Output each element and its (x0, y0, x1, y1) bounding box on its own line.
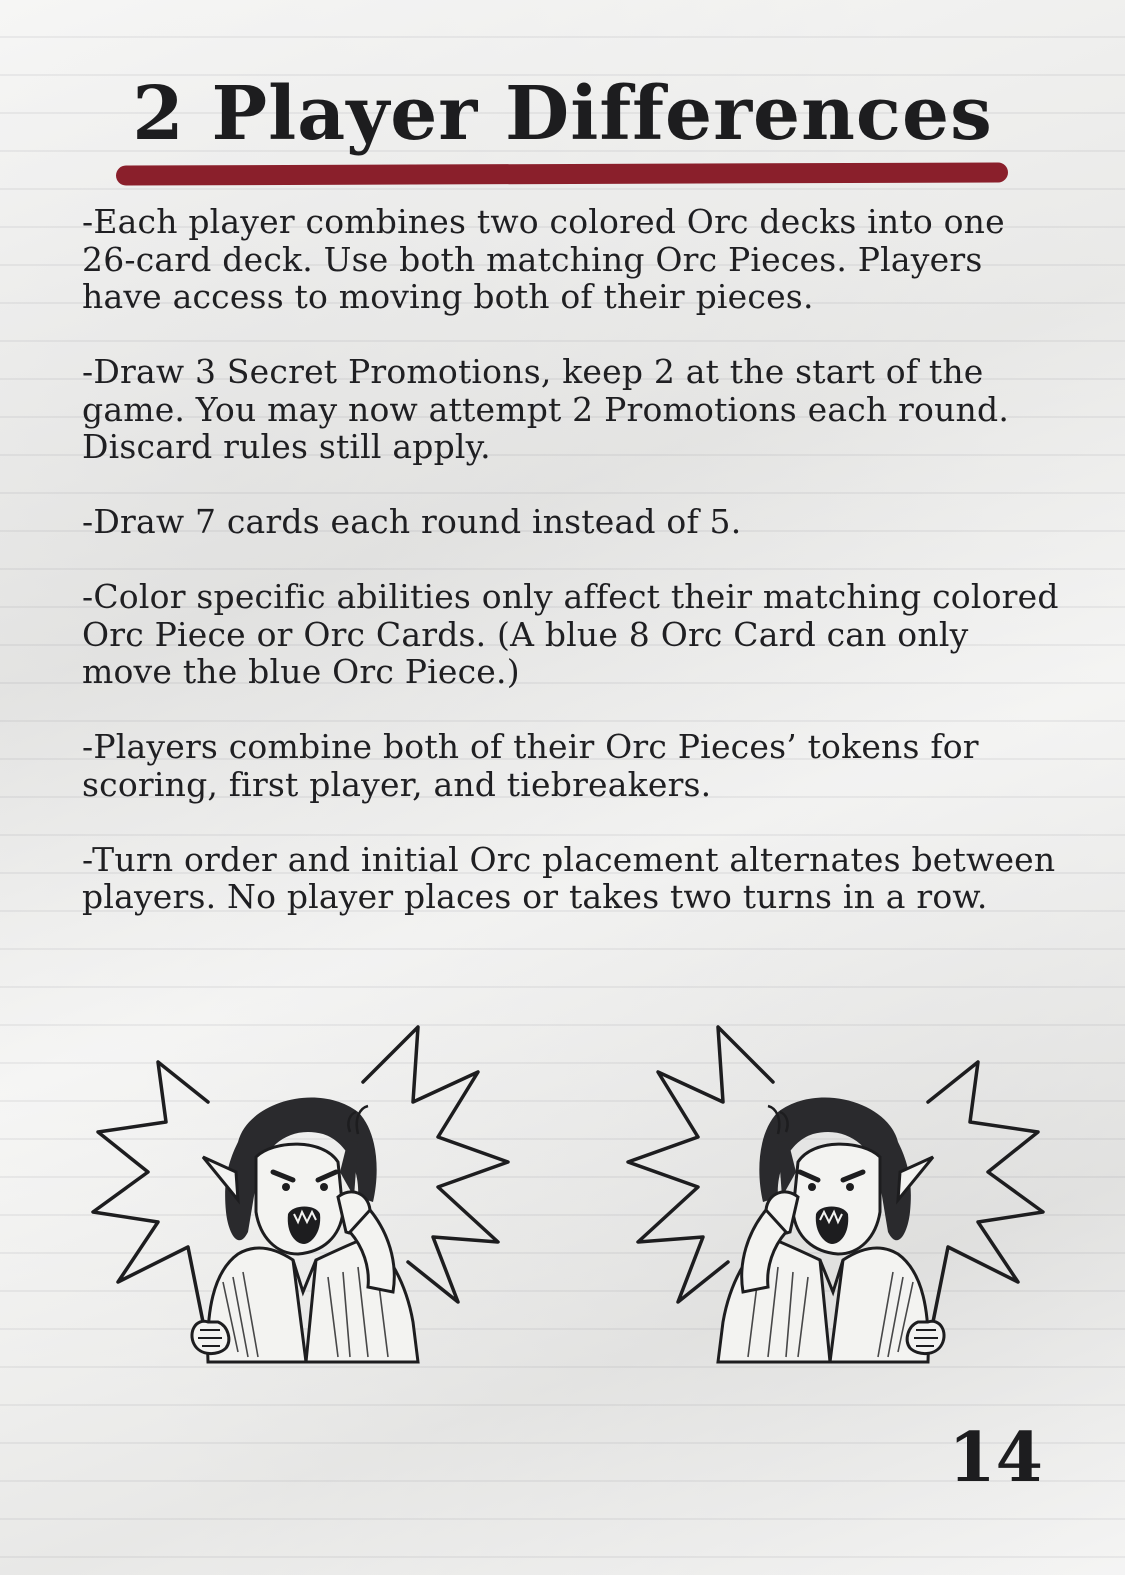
orc-shouting-illustration (88, 1022, 538, 1382)
rule-paragraph: -Players combine both of their Orc Pieces’ tokens for scoring, first player, and tiebreakers. (82, 727, 979, 804)
rule-paragraph: -Draw 3 Secret Promotions, keep 2 at the start of the game. You may now attempt 2 Promotions each round. Discard rules still apply. (82, 352, 1010, 466)
title-underline (116, 162, 1008, 185)
rules-text (82, 203, 1062, 953)
rule-paragraph: -Turn order and initial Orc placement alternates between players. No player places or takes two turns in a row. (82, 839, 1056, 916)
rule-paragraph: -Each player combines two colored Orc decks into one 26-card deck. Use both matching Orc Pieces. Players have access to moving both of their pieces. (82, 202, 1005, 316)
page-number: 14 (948, 1418, 1043, 1498)
orc-shouting-illustration-mirrored (598, 1022, 1048, 1382)
page-title: 2 Player Differences (132, 71, 993, 157)
rule-paragraph: -Color specific abilities only affect their matching colored Orc Piece or Orc Cards. (A blue 8 Orc Card can only move the blue Orc Piece.) (82, 577, 1059, 691)
rule-paragraph: -Draw 7 cards each round instead of 5. (82, 502, 742, 541)
